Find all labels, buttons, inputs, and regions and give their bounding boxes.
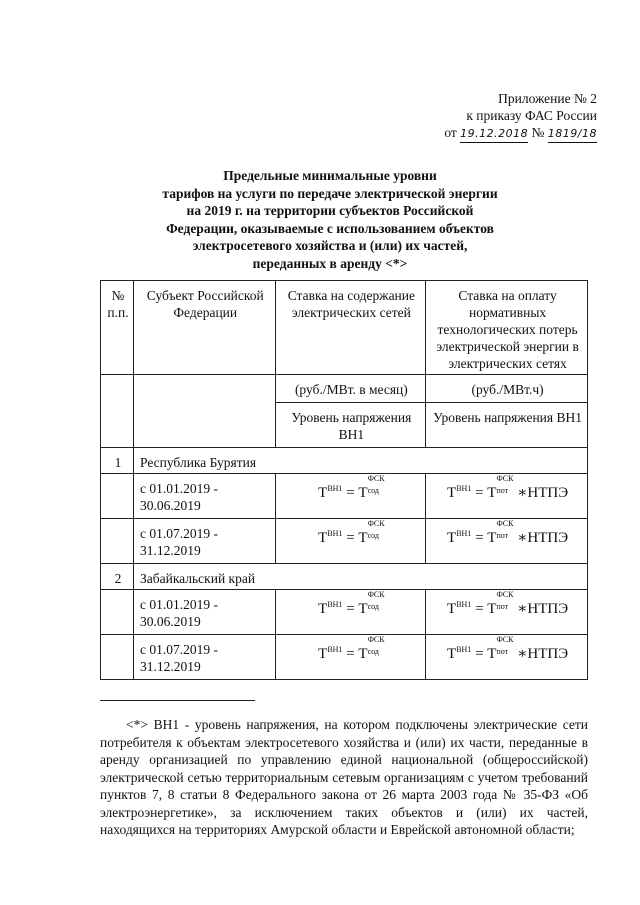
header-subject: Субъект Российской Федерации [133,281,275,375]
units-col4: (руб./МВт.ч) [426,375,588,403]
title-line: тарифов на услуги по передаче электрической энергии [162,185,498,201]
formula-maintenance: Т ВН1 = Т ФСК сод [275,519,426,564]
period-empty-num [101,474,134,519]
voltage-col4: Уровень напряжения ВН1 [426,403,588,448]
period-label: с 01.07.2019 - 31.12.2019 [133,519,275,564]
formula-losses: Т ВН1 = Т ФСК пот ∗НТПЭ [426,474,588,519]
region-row [101,564,588,590]
units-col3: (руб./МВт. в месяц) [275,375,426,403]
appendix-header [444,90,597,143]
region-name: Республика Бурятия [133,448,587,474]
formula-maintenance: Т ВН1 = Т ФСК сод [275,635,426,680]
units-empty-subject [133,375,275,448]
period-empty-num [101,635,134,680]
title-line: электросетевого хозяйства и (или) их частей, [192,238,468,253]
formula-losses: Т ВН1 = Т ФСК пот ∗НТПЭ [426,635,588,680]
units-row [101,375,588,403]
from-label: от [444,125,457,140]
handwritten-date: 19.12.2018 [460,125,528,143]
period-label: с 01.01.2019 - 30.06.2019 [133,474,275,519]
title-line: Федерации, оказываемые с использованием объектов [166,220,494,236]
tariff-table [100,280,588,680]
region-num: 2 [101,564,134,590]
period-row [101,474,588,519]
formula-maintenance: Т ВН1 = Т ФСК сод [275,590,426,635]
footnote-divider [100,700,255,701]
period-row [101,635,588,680]
formula-losses: Т ВН1 = Т ФСК пот ∗НТПЭ [426,519,588,564]
region-num: 1 [101,448,134,474]
period-label: с 01.01.2019 - 30.06.2019 [133,590,275,635]
header-num: № п.п. [101,281,134,375]
handwritten-number: 1819/18 [548,125,597,143]
formula-losses: Т ВН1 = Т ФСК пот ∗НТПЭ [426,590,588,635]
header-losses-rate: Ставка на оплату нормативных технологических потерь электрической энергии в электрических сетях [426,281,588,375]
title-line: на 2019 г. на территории субъектов Российской [186,203,474,218]
number-label: № [531,125,545,140]
document-title [120,167,540,272]
title-line: Предельные минимальные уровни [223,168,437,183]
appendix-order: к приказу ФАС России [466,108,597,123]
formula-maintenance: Т ВН1 = Т ФСК сод [275,474,426,519]
appendix-date-line [444,124,597,143]
period-row [101,519,588,564]
appendix-title: Приложение № 2 [498,91,597,106]
footnote: <*> ВН1 - уровень напряжения, на котором подключены электрические сети потребителя к объектам электросетевого хозяйства и (или) их части, переданные в аренду организацией по управлению единой национальной (общероссийской) электрической сетью территориальным сетевым организациям с учетом требований пунктов 7, 8 статьи 8 Федерального закона от 26 марта 2003 года № 35-ФЗ «Об электроэнергетике», за исключением таких объектов и (или) их частей, находящихся на территориях Амурской области и Еврейской автономной области; [100,717,588,837]
period-empty-num [101,519,134,564]
header-row [101,281,588,375]
region-row [101,448,588,474]
title-line: переданных в аренду <*> [252,255,408,271]
voltage-col3: Уровень напряжения ВН1 [275,403,426,448]
period-label: с 01.07.2019 - 31.12.2019 [133,635,275,680]
units-empty-num [101,375,134,448]
period-row [101,590,588,635]
period-empty-num [101,590,134,635]
region-name: Забайкальский край [133,564,587,590]
header-maintenance-rate: Ставка на содержание электрических сетей [275,281,426,375]
